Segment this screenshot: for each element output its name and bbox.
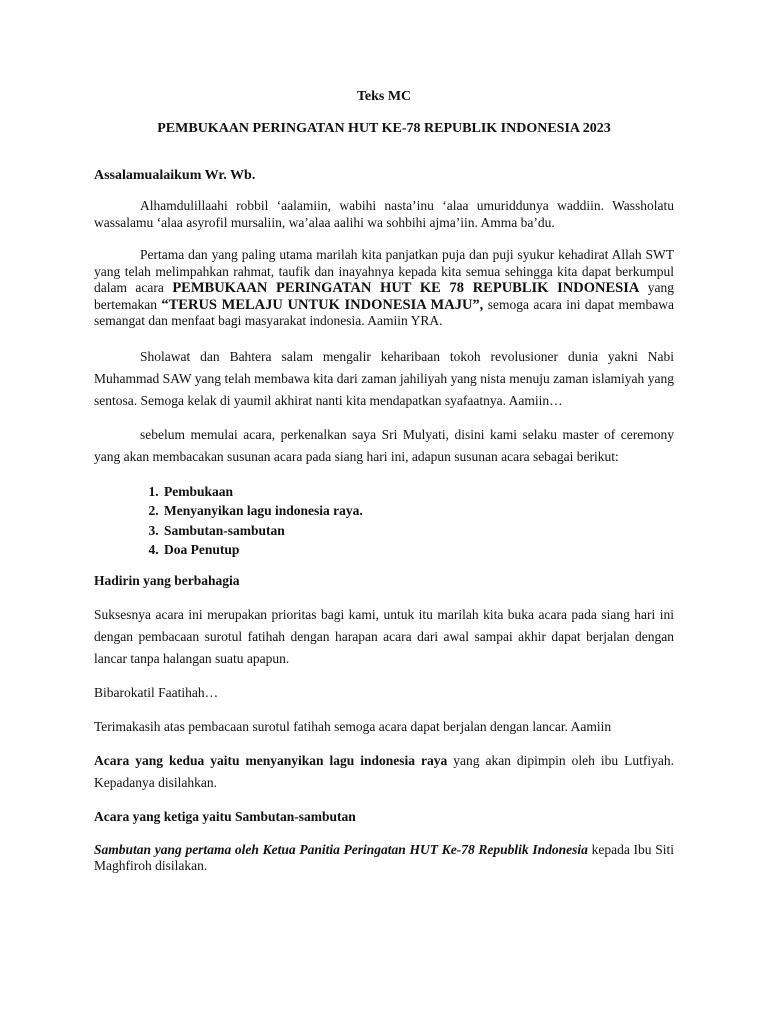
paragraph-acara-kedua [94, 750, 674, 794]
paragraph-alhamdulillah: Alhamdulillaahi robbil ‘aalamiin, wabihi nasta’inu ‘alaa umuriddunya waddiin. Wassholatu wassalamu ‘alaa asyrofil mursaliin, wa’alaa aalihi wa sohbihi ajma’iin. Amma ba’du. [94, 198, 674, 230]
sambutan-pertama-bold-italic: Sambutan yang pertama oleh Ketua Panitia Peringatan HUT Ke-78 Republik Indonesia [94, 841, 588, 857]
pertama-text-1: Pertama dan yang paling utama marilah kita panjatkan puja dan puji syukur kehadirat Allah SWT yang telah melimpahkan rahmat, taufik dan inayahnya kepada kita semua sehingga kita dapat berkumpul dalam acara [94, 247, 674, 295]
acara-kedua-rest: yang akan dipimpin oleh ibu Lutfiyah. Kepadanya disilahkan. [94, 752, 674, 790]
pertama-event-name: PEMBUKAAN PERINGATAN HUT KE 78 REPUBLIK INDONESIA [172, 280, 640, 296]
pertama-text-2: yang bertemakan [94, 280, 674, 312]
paragraph-sambutan-pertama [94, 842, 674, 875]
paragraph-bibarokatil: Bibarokatil Faatihah… [94, 684, 219, 700]
heading-hadirin: Hadirin yang berbahagia [94, 572, 240, 588]
document-subtitle: PEMBUKAAN PERINGATAN HUT KE-78 REPUBLIK INDONESIA 2023 [157, 121, 611, 136]
paragraph-sholawat: Sholawat dan Bahtera salam mengalir keharibaan tokoh revolusioner dunia yakni Nabi Muhammad SAW yang telah membawa kita dari zaman jahiliyah yang nista menuju zaman islamiyah yang sentosa. Semoga kelak di yaumil akhirat nanti kita mendapatkan syafaatnya. Aamiin… [94, 348, 674, 408]
paragraph-suksesnya: Suksesnya acara ini merupakan prioritas bagi kami, untuk itu marilah kita buka acara pada siang hari ini dengan pembacaan surotul fatihah dengan harapan acara dari awal sampai akhir dapat berjalan dengan lancar tanpa halangan suatu apapun. [94, 606, 674, 666]
pertama-theme: “TERUS MELAJU UNTUK INDONESIA MAJU”, [161, 296, 484, 313]
document-title: Teks MC [356, 89, 412, 104]
agenda-item: 3. Sambutan-sambutan [162, 521, 674, 541]
paragraph-terimakasih: Terimakasih atas pembacaan surotul fatihah semoga acara dapat berjalan dengan lancar. Aamiin [94, 718, 612, 734]
heading-acara-ketiga: Acara yang ketiga yaitu Sambutan-sambutan [94, 808, 356, 824]
pertama-text-3: semoga acara ini dapat membawa semangat dan menfaat bagi masyarakat indonesia. Aamiin YRA. [94, 296, 674, 328]
greeting: Assalamualaikum Wr. Wb. [94, 168, 256, 183]
agenda-item: 1. Pembukaan [162, 482, 674, 502]
paragraph-sebelum: sebelum memulai acara, perkenalkan saya Sri Mulyati, disini kami selaku master of ceremony yang akan membacakan susunan acara pada siang hari ini, adapun susunan acara sebagai berikut: [94, 426, 674, 464]
agenda-item: 2. Menyanyikan lagu indonesia raya. [162, 501, 674, 521]
document-page [94, 88, 674, 875]
acara-kedua-bold: Acara yang kedua yaitu menyanyikan lagu indonesia raya [94, 752, 448, 768]
agenda-item: 4. Doa Penutup [162, 540, 674, 560]
sambutan-pertama-rest: kepada Ibu Siti Maghfiroh disilakan. [94, 841, 674, 873]
paragraph-pertama [94, 247, 674, 330]
agenda-list [94, 482, 674, 560]
